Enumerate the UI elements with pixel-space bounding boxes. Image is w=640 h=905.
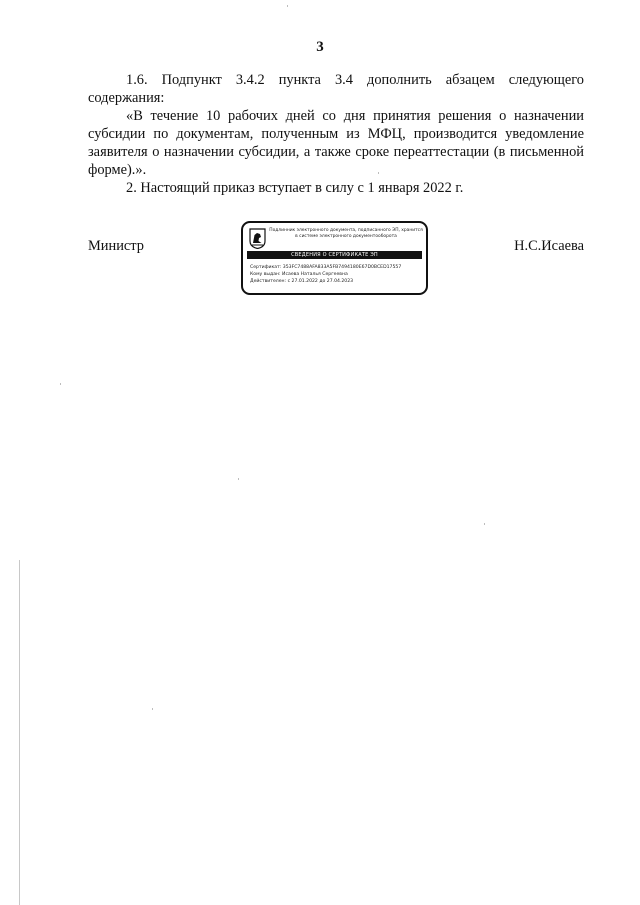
stamp-certificate-number: Сертификат: 353FC7488AFA833A5FB7494180E67D0BCED17557: [250, 265, 402, 270]
coat-of-arms-icon: [249, 228, 266, 249]
stamp-issued-to: Кому выдан: Исаева Наталья Сергеевна: [250, 272, 348, 277]
stamp-validity: Действителен: с 27.01.2022 до 27.04.2023: [250, 279, 354, 284]
page-number: 3: [316, 39, 324, 55]
stamp-certificate-bar: СВЕДЕНИЯ О СЕРТИФИКАТЕ ЭП: [247, 251, 422, 259]
signatory-title: Министр: [88, 238, 144, 254]
scan-speck: [484, 523, 485, 525]
scan-speck: [378, 172, 379, 174]
document-body: [88, 71, 584, 197]
electronic-signature-stamp: [241, 221, 428, 295]
stamp-header-text: Подлинник электронного документа, подписанного ЭП, хранится в системе электронного документооборота: [269, 228, 423, 239]
signatory-name: Н.С.Исаева: [514, 238, 584, 254]
paragraph-effective-date: 2. Настоящий приказ вступает в силу с 1 января 2022 г.: [126, 180, 464, 196]
scan-margin-line: [19, 560, 20, 905]
scan-speck: [287, 5, 288, 7]
paragraph-amendment: 1.6. Подпункт 3.4.2 пункта 3.4 дополнить абзацем следующего содержания:: [88, 72, 584, 106]
scan-speck: [152, 708, 153, 710]
paragraph-quote: «В течение 10 рабочих дней со дня принятия решения о назначении субсидии по документам, полученным из МФЦ, производится уведомление заявителя о назначении субсидии, а также сроке переаттестации (в письменной форме).».: [88, 108, 584, 178]
scan-speck: [238, 478, 239, 480]
scan-speck: [60, 383, 61, 385]
